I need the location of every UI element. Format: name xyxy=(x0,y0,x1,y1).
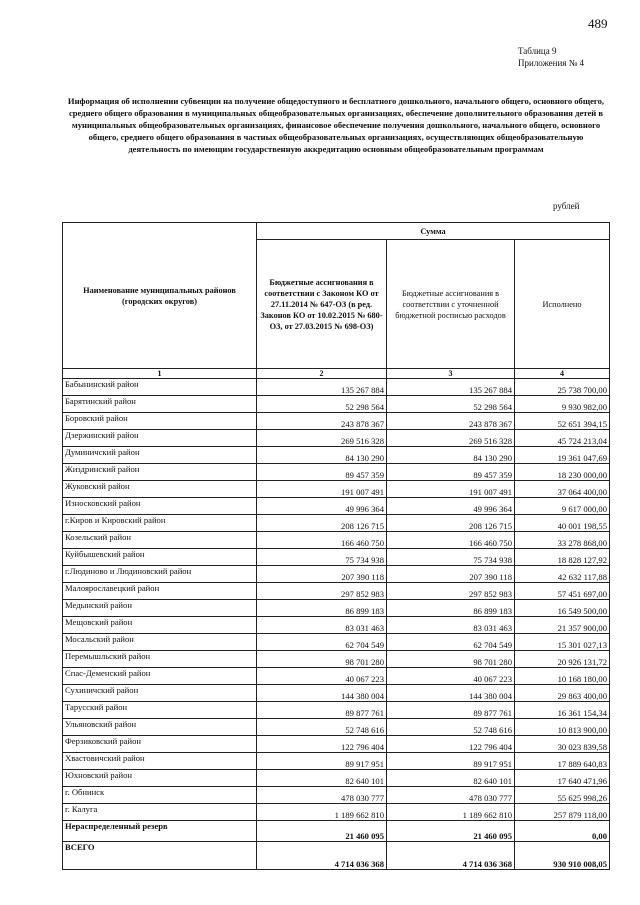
amount-cell: 15 301 027,13 xyxy=(515,634,610,651)
amount-cell: 89 917 951 xyxy=(387,753,515,770)
table-row xyxy=(63,430,610,447)
table-row xyxy=(63,447,610,464)
table-row xyxy=(63,702,610,719)
amount-cell: 83 031 463 xyxy=(387,617,515,634)
amount-cell: 84 130 290 xyxy=(387,447,515,464)
amount-cell: 166 460 750 xyxy=(387,532,515,549)
amount-cell: 243 878 367 xyxy=(387,413,515,430)
district-name: Боровский район xyxy=(63,413,257,430)
district-name: Куйбышевский район xyxy=(63,549,257,566)
amount-cell: 75 734 938 xyxy=(257,549,387,566)
district-name: Козельский район xyxy=(63,532,257,549)
district-name: Юхновский район xyxy=(63,770,257,787)
amount-cell: 89 457 359 xyxy=(387,464,515,481)
table-row xyxy=(63,842,610,870)
amount-cell: 52 298 564 xyxy=(387,396,515,413)
district-name: Жиздринский район xyxy=(63,464,257,481)
table-row xyxy=(63,566,610,583)
district-name: Малоярославецкий район xyxy=(63,583,257,600)
table-row xyxy=(63,549,610,566)
amount-cell: 62 704 549 xyxy=(257,634,387,651)
district-name: г.Киров и Кировский район xyxy=(63,515,257,532)
table-row xyxy=(63,719,610,736)
amount-cell: 208 126 715 xyxy=(257,515,387,532)
subvention-table xyxy=(62,222,610,870)
amount-cell: 135 267 884 xyxy=(257,379,387,396)
amount-cell: 57 451 697,00 xyxy=(515,583,610,600)
amount-cell: 207 390 118 xyxy=(387,566,515,583)
amount-cell: 10 813 900,00 xyxy=(515,719,610,736)
amount-cell: 9 617 000,00 xyxy=(515,498,610,515)
amount-cell: 297 852 983 xyxy=(387,583,515,600)
amount-cell: 16 361 154,34 xyxy=(515,702,610,719)
amount-cell: 40 067 223 xyxy=(387,668,515,685)
amount-cell: 269 516 328 xyxy=(387,430,515,447)
district-name: Тарусский район xyxy=(63,702,257,719)
appendix-label: Приложения № 4 xyxy=(518,58,585,68)
district-name: Износковский район xyxy=(63,498,257,515)
district-name: Хвастовичский район xyxy=(63,753,257,770)
header-col3: Бюджетные ассигнования в соответствии с уточненной бюджетной росписью расходов xyxy=(387,240,515,369)
amount-cell: 191 007 491 xyxy=(387,481,515,498)
district-name: Думиничский район xyxy=(63,447,257,464)
amount-cell: 83 031 463 xyxy=(257,617,387,634)
table-row xyxy=(63,481,610,498)
table-row xyxy=(63,821,610,842)
amount-cell: 21 460 095 xyxy=(257,821,387,842)
amount-cell: 49 996 364 xyxy=(387,498,515,515)
district-name: г. Калуга xyxy=(63,804,257,821)
header-col2: Бюджетные ассигнования в соответствии с Законом КО от 27.11.2014 № 647-ОЗ (в ред. Законов КО от 10.02.2015 № 680-ОЗ, от 27.03.2015 № 698-ОЗ) xyxy=(257,240,387,369)
table-row xyxy=(63,668,610,685)
amount-cell: 18 230 000,00 xyxy=(515,464,610,481)
amount-cell: 17 889 640,83 xyxy=(515,753,610,770)
table-row xyxy=(63,753,610,770)
amount-cell: 49 996 364 xyxy=(257,498,387,515)
amount-cell: 191 007 491 xyxy=(257,481,387,498)
table-row xyxy=(63,498,610,515)
district-name: Бабынинский район xyxy=(63,379,257,396)
amount-cell: 89 877 761 xyxy=(257,702,387,719)
amount-cell: 62 704 549 xyxy=(387,634,515,651)
amount-cell: 86 899 183 xyxy=(387,600,515,617)
amount-cell: 86 899 183 xyxy=(257,600,387,617)
amount-cell: 89 877 761 xyxy=(387,702,515,719)
table-row xyxy=(63,770,610,787)
amount-cell: 1 189 662 810 xyxy=(387,804,515,821)
amount-cell: 21 357 900,00 xyxy=(515,617,610,634)
amount-cell: 243 878 367 xyxy=(257,413,387,430)
table-row xyxy=(63,379,610,396)
amount-cell: 122 796 404 xyxy=(387,736,515,753)
amount-cell: 930 910 008,05 xyxy=(515,842,610,870)
amount-cell: 9 930 982,00 xyxy=(515,396,610,413)
table-row xyxy=(63,464,610,481)
amount-cell: 30 023 839,58 xyxy=(515,736,610,753)
table-row xyxy=(63,600,610,617)
amount-cell: 82 640 101 xyxy=(257,770,387,787)
amount-cell: 98 701 280 xyxy=(257,651,387,668)
amount-cell: 20 926 131,72 xyxy=(515,651,610,668)
table-row xyxy=(63,651,610,668)
amount-cell: 478 030 777 xyxy=(257,787,387,804)
district-name: г.Людиново и Людиновский район xyxy=(63,566,257,583)
amount-cell: 144 380 004 xyxy=(257,685,387,702)
table-row xyxy=(63,685,610,702)
amount-cell: 84 130 290 xyxy=(257,447,387,464)
amount-cell: 52 298 564 xyxy=(257,396,387,413)
amount-cell: 89 917 951 xyxy=(257,753,387,770)
amount-cell: 37 064 400,00 xyxy=(515,481,610,498)
table-row xyxy=(63,515,610,532)
header-name: Наименование муниципальных районов (городских округов) xyxy=(63,223,257,369)
amount-cell: 4 714 036 368 xyxy=(387,842,515,870)
document-title: Информация об исполнении субвенции на получение общедоступного и бесплатного дошкольного, начального общего, основного общего, среднего общего образования в муниципальных общеобразовательных организациях, обеспечение дополнительного образования детей в муниципальных общеобразовательных организациях, финансовое обеспечение получения дошкольного, начального общего, основного общего, среднего общего образования в частных общеобразовательных организациях, осуществляющих общеобразовательную деятельность по имеющим государственную аккредитацию основным общеобразовательным программам xyxy=(67,96,605,154)
amount-cell: 144 380 004 xyxy=(387,685,515,702)
amount-cell: 0,00 xyxy=(515,821,610,842)
district-name: Спас-Деменский район xyxy=(63,668,257,685)
amount-cell: 16 549 500,00 xyxy=(515,600,610,617)
table-row xyxy=(63,617,610,634)
district-name: Перемышльский район xyxy=(63,651,257,668)
amount-cell: 42 632 117,88 xyxy=(515,566,610,583)
amount-cell: 55 625 998,26 xyxy=(515,787,610,804)
amount-cell: 269 516 328 xyxy=(257,430,387,447)
amount-cell: 297 852 983 xyxy=(257,583,387,600)
district-name: Жуковский район xyxy=(63,481,257,498)
table-label: Таблица 9 xyxy=(518,46,557,56)
amount-cell: 122 796 404 xyxy=(257,736,387,753)
amount-cell: 89 457 359 xyxy=(257,464,387,481)
amount-cell: 18 828 127,92 xyxy=(515,549,610,566)
amount-cell: 40 001 198,55 xyxy=(515,515,610,532)
amount-cell: 207 390 118 xyxy=(257,566,387,583)
amount-cell: 52 748 616 xyxy=(257,719,387,736)
amount-cell: 45 724 213,04 xyxy=(515,430,610,447)
page-number: 489 xyxy=(588,16,608,31)
district-name: Барятинский район xyxy=(63,396,257,413)
amount-cell: 257 879 118,00 xyxy=(515,804,610,821)
table-row xyxy=(63,634,610,651)
amount-cell: 4 714 036 368 xyxy=(257,842,387,870)
district-name: Ульяновский район xyxy=(63,719,257,736)
district-name: Ферзиковский район xyxy=(63,736,257,753)
amount-cell: 1 189 662 810 xyxy=(257,804,387,821)
district-name: Медынский район xyxy=(63,600,257,617)
unit-label: рублей xyxy=(553,201,580,211)
district-name: Мещовский район xyxy=(63,617,257,634)
district-name: г. Обнинск xyxy=(63,787,257,804)
amount-cell: 208 126 715 xyxy=(387,515,515,532)
table-row xyxy=(63,787,610,804)
table-row xyxy=(63,736,610,753)
table-row xyxy=(63,804,610,821)
amount-cell: 82 640 101 xyxy=(387,770,515,787)
amount-cell: 166 460 750 xyxy=(257,532,387,549)
table-row xyxy=(63,583,610,600)
amount-cell: 21 460 095 xyxy=(387,821,515,842)
amount-cell: 52 651 394,15 xyxy=(515,413,610,430)
district-name: Сухиничский район xyxy=(63,685,257,702)
amount-cell: 19 361 047,69 xyxy=(515,447,610,464)
header-col4: Исполнено xyxy=(515,240,610,369)
table-row xyxy=(63,396,610,413)
index-cell: 3 xyxy=(387,369,515,379)
table-reference xyxy=(518,45,584,69)
amount-cell: 478 030 777 xyxy=(387,787,515,804)
amount-cell: 17 640 471,96 xyxy=(515,770,610,787)
amount-cell: 75 734 938 xyxy=(387,549,515,566)
index-cell: 4 xyxy=(515,369,610,379)
amount-cell: 52 748 616 xyxy=(387,719,515,736)
amount-cell: 25 738 700,00 xyxy=(515,379,610,396)
district-name: Дзержинский район xyxy=(63,430,257,447)
index-cell: 2 xyxy=(257,369,387,379)
index-cell: 1 xyxy=(63,369,257,379)
amount-cell: 40 067 223 xyxy=(257,668,387,685)
amount-cell: 135 267 884 xyxy=(387,379,515,396)
table-row xyxy=(63,532,610,549)
table-row xyxy=(63,413,610,430)
header-sum: Сумма xyxy=(257,223,610,240)
amount-cell: 29 863 400,00 xyxy=(515,685,610,702)
amount-cell: 10 168 180,00 xyxy=(515,668,610,685)
district-name: ВСЕГО xyxy=(63,842,257,870)
amount-cell: 98 701 280 xyxy=(387,651,515,668)
district-name: Нераспределенный резерв xyxy=(63,821,257,842)
amount-cell: 33 278 868,00 xyxy=(515,532,610,549)
district-name: Мосальский район xyxy=(63,634,257,651)
